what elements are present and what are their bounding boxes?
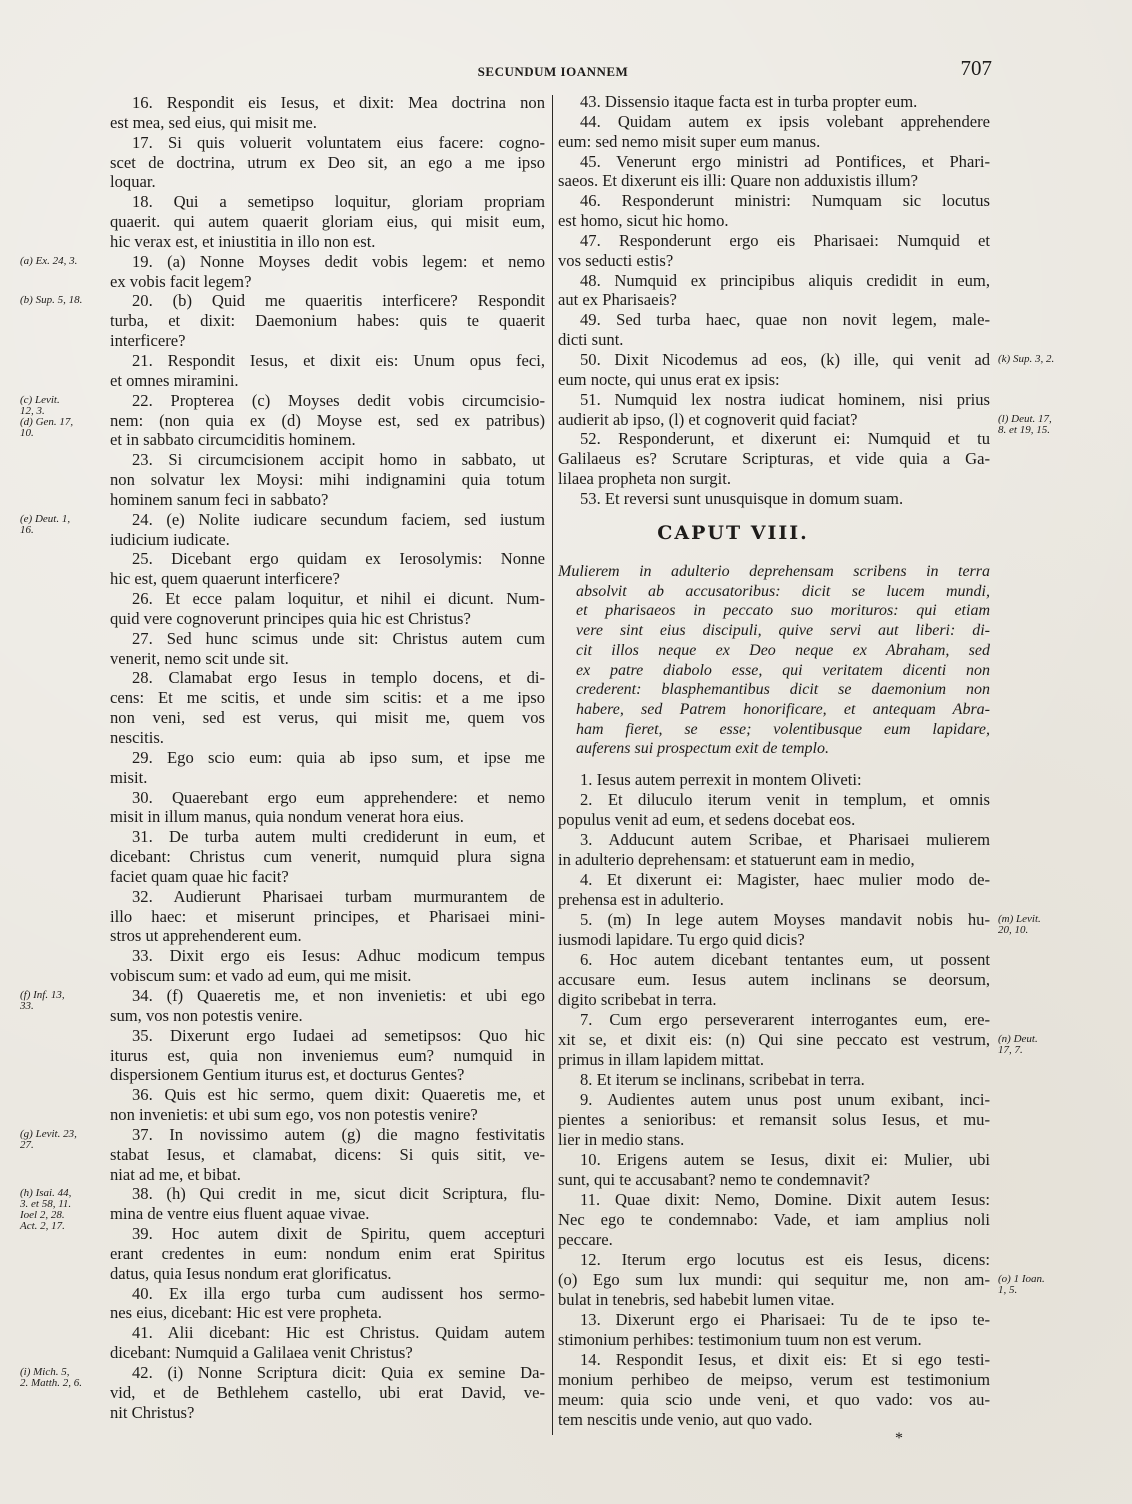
verse-line: Nec ego te condemnabo: Vade, et iam amplius noli xyxy=(558,1210,990,1229)
marginal-note xyxy=(998,354,1088,365)
verse-line: 9. Audientes autem unus post unum exibant, inci- xyxy=(580,1090,990,1109)
column-divider xyxy=(552,95,553,1435)
verse xyxy=(110,1323,545,1363)
verse-line: 23. Si circumcisionem accipit homo in sabbato, ut xyxy=(132,450,545,470)
right-column-chapter-8 xyxy=(558,770,1045,1430)
signature-mark: * xyxy=(895,1430,903,1447)
verse-line: 22. Propterea (c) Moyses dedit vobis circumcisio- xyxy=(132,390,545,410)
marginal-note-line: (f) Inf. 13, xyxy=(20,988,65,1001)
verse-line: in adulterio deprehensam: et statuerunt eam in medio, xyxy=(558,850,915,869)
verse-line: pientes a senioribus: et remansit solus Iesus, et mu- xyxy=(558,1110,990,1129)
verse-line: 49. Sed turba haec, quae non novit legem, male- xyxy=(580,310,990,330)
verse-line: populus venit ad eum, et sedens docebat eos. xyxy=(558,810,856,829)
marginal-note-line: (e) Deut. 1, xyxy=(20,512,71,525)
summary-line: habere, sed Patrem honorificare, et antequam Abra- xyxy=(576,700,990,718)
verse-line: Galilaeus es? Scrutare Scripturas, et vide quia a Ga- xyxy=(558,449,990,469)
verse-line: 7. Cum ergo perseverarent interrogantes eum, ere- xyxy=(580,1010,990,1029)
summary-line: vere sint eius discipuli, quive servi aut liberi: di- xyxy=(576,622,990,640)
verse-line: ex vobis facit legem? xyxy=(110,271,252,291)
verse-line: 41. Alii dicebant: Hic est Christus. Quidam autem xyxy=(132,1323,545,1343)
marginal-note xyxy=(998,1274,1088,1296)
verse-line: 17. Si quis voluerit voluntatem eius facere: cogno- xyxy=(132,132,545,152)
marginal-note xyxy=(20,395,102,439)
verse-line: vid, et de Bethlehem castello, ubi erat David, ve- xyxy=(110,1382,545,1402)
marginal-note-line: Act. 2, 17. xyxy=(20,1220,65,1233)
verse-line: 28. Clamabat ergo Iesus in templo docens, et di- xyxy=(132,668,545,688)
verse xyxy=(558,389,1052,436)
verse xyxy=(20,509,545,550)
verse-line: 13. Dixerunt ergo ei Pharisaei: Tu de te ipso te- xyxy=(580,1310,990,1329)
verse-line: venerit, nemo scit unde sit. xyxy=(110,648,289,668)
verse xyxy=(558,790,990,830)
verse-line: 14. Respondit Iesus, et dixit eis: Et si ego testi- xyxy=(580,1350,990,1369)
verse-line: 4. Et dixerunt ei: Magister, haec mulier modo de- xyxy=(580,870,990,889)
verse-line: quid vere cognoverunt principes quia hic est Christus? xyxy=(110,608,471,628)
verse-line: datus, quia Iesus nondum erat glorificatus. xyxy=(110,1263,392,1283)
verse xyxy=(558,1010,1038,1070)
verse-line: hic verax est, et iniustitia in illo non est. xyxy=(110,231,376,251)
verse-line: non veni, sed est verus, qui misit me, quem vos xyxy=(110,708,545,728)
chapter-heading: CAPUT VIII. xyxy=(657,522,809,544)
marginal-note-line: 27. xyxy=(20,1138,34,1151)
verse xyxy=(110,668,545,747)
marginal-note xyxy=(998,914,1088,936)
verse xyxy=(558,870,990,910)
verse xyxy=(110,93,545,133)
marginal-note-line: 2. Matth. 2, 6. xyxy=(20,1377,83,1389)
verse-line: digito scribebat in terra. xyxy=(558,990,717,1009)
verse xyxy=(20,291,545,351)
marginal-note-line: 17, 7. xyxy=(998,1043,1023,1056)
verse-line: monium perhibeo de meipso, verum est testimonium xyxy=(558,1370,990,1389)
verse-line: interficere? xyxy=(110,331,186,351)
verse-line: eum nocte, qui unus erat ex ipsis: xyxy=(558,369,780,389)
verse xyxy=(110,1284,545,1324)
verse-line: 51. Numquid lex nostra iudicat hominem, nisi prius xyxy=(580,389,990,409)
verse-line: 20. (b) Quid me quaeritis interficere? Respondit xyxy=(132,291,545,311)
verse xyxy=(558,770,990,790)
verse xyxy=(558,1070,990,1090)
verse-line: 34. (f) Quaeretis me, et non invenietis: et ubi ego xyxy=(132,985,545,1005)
verse-line: et in sabbato circumciditis hominem. xyxy=(110,430,356,450)
verse xyxy=(20,985,545,1026)
verse xyxy=(558,1090,990,1150)
verse-line: 46. Responderunt ministri: Numquam sic locutus xyxy=(580,191,990,211)
verse-line: niat ad me, et bibat. xyxy=(110,1164,241,1184)
verse-line: 40. Ex illa ergo turba cum audissent hos sermo- xyxy=(132,1283,545,1303)
verse-line: 27. Sed hunc scimus unde sit: Christus autem cum xyxy=(132,628,545,648)
verse xyxy=(110,549,545,589)
verse-line: non solvatur lex Moysi: mihi indignamini quia totum xyxy=(110,470,545,490)
running-head: SECUNDUM IOANNEM xyxy=(477,64,629,79)
marginal-note-line: 3. et 58, 11. xyxy=(20,1198,72,1211)
verse xyxy=(110,450,545,510)
verse-line: xit se, et dixit eis: (n) Qui sine peccato est vestrum, xyxy=(558,1030,990,1049)
verse-line: meum: quia scio unde veni, et quo vado: vos au- xyxy=(558,1390,990,1409)
verse-line: 39. Hoc autem dixit de Spiritu, quem accepturi xyxy=(132,1224,545,1244)
verse-line: 5. (m) In lege autem Moyses mandavit nobis hu- xyxy=(580,910,990,929)
verse xyxy=(558,950,990,1010)
marginal-note xyxy=(20,1367,102,1389)
verse-line: 21. Respondit Iesus, et dixit eis: Unum opus feci, xyxy=(132,350,545,370)
marginal-note-line: (b) Sup. 5, 18. xyxy=(20,294,83,307)
right-column-chapter-7 xyxy=(558,92,1055,509)
verse-line: 44. Quidam autem ex ipsis volebant apprehendere xyxy=(580,111,990,131)
verse-line: 42. (i) Nonne Scriptura dicit: Quia ex semine Da- xyxy=(132,1363,545,1382)
verse xyxy=(110,192,545,252)
verse-line: accusare eum. Iesus autem inclinans se deorsum, xyxy=(558,970,990,989)
verse-line: scet de doctrina, utrum ex Deo sit, an ego a me ipso xyxy=(110,152,545,172)
verse xyxy=(558,1150,990,1190)
verse xyxy=(110,133,545,193)
verse xyxy=(558,1350,990,1430)
verse xyxy=(558,830,990,870)
marginal-note-line: (m) Levit. xyxy=(998,913,1041,925)
left-column xyxy=(20,93,545,1423)
verse-line: 33. Dixit ergo eis Iesus: Adhuc modicum tempus xyxy=(132,946,545,966)
verse-line: est homo, sicut hic homo. xyxy=(558,211,729,231)
verse xyxy=(558,152,990,192)
verse-line: erant credentes in eum: nondum enim erat Spiritus xyxy=(110,1243,545,1263)
verse-line: hic est, quem quaerunt interficere? xyxy=(110,569,340,589)
verse-line: iturus est, quia non inveniemus eum? numquid in xyxy=(110,1045,545,1065)
verse-line: 52. Responderunt, et dixerunt ei: Numquid et tu xyxy=(580,429,990,449)
marginal-note-line: (a) Ex. 24, 3. xyxy=(20,254,78,267)
verse xyxy=(20,251,545,292)
verse-line: primus in illam lapidem mittat. xyxy=(558,1050,765,1069)
verse xyxy=(558,910,1041,950)
verse-line: nem: (non quia ex (d) Moyse est, sed ex patribus) xyxy=(110,410,545,430)
verse-line: dispersionem Gentium iturus est, et docturus Gentes? xyxy=(110,1065,465,1085)
verse xyxy=(558,271,990,311)
verse-line: tem nescitis unde venio, aut quo vado. xyxy=(558,1410,813,1429)
verse-line: nes eius, dicebant: Hic est vere propheta. xyxy=(110,1303,382,1323)
verse-line: dicebant: Numquid a Galilaea venit Christus? xyxy=(110,1343,413,1363)
verse-line: 6. Hoc autem dicebant tentantes eum, ut possent xyxy=(580,950,990,969)
marginal-note xyxy=(20,1188,102,1232)
verse-line: 36. Quis est hic sermo, quem dixit: Quaeretis me, et xyxy=(132,1085,545,1105)
verse-line: lilaea propheta non surgit. xyxy=(558,469,731,489)
verse xyxy=(558,489,990,509)
verse xyxy=(110,629,545,669)
verse-line: misit. xyxy=(110,767,148,787)
summary-line: absolvit ab accusatoribus: dicit se lucem mundi, xyxy=(576,582,990,600)
verse-line: 45. Venerunt ergo ministri ad Pontifices, et Phari- xyxy=(580,151,990,171)
verse-line: est mea, sed eius, qui misit me. xyxy=(110,112,317,132)
verse-line: stimonium perhibes: testimonium tuum non est verum. xyxy=(558,1330,922,1349)
verse-line: saeos. Et dixerunt eis illi: Quare non adduxistis illum? xyxy=(558,171,918,191)
verse-line: 11. Quae dixit: Nemo, Domine. Dixit autem Iesus: xyxy=(580,1190,990,1209)
verse-line: illo haec: et miserunt principes, et Pharisaei mini- xyxy=(110,906,545,926)
verse-line: iusmodi lapidare. Tu ergo quid dicis? xyxy=(558,930,805,949)
verse-line: 3. Adducunt autem Scribae, et Pharisaei mulierem xyxy=(580,830,990,849)
verse-line: 37. In novissimo autem (g) die magno festivitatis xyxy=(132,1124,545,1144)
marginal-note-line: (h) Isai. 44, xyxy=(20,1187,72,1200)
summary-line: ham fieret, se esse; volentibusque eum lapidare, xyxy=(576,720,990,738)
summary-line: ex patre diabolo esse, qui veritatem dicenti non xyxy=(576,661,990,679)
verse xyxy=(20,1184,545,1233)
verse-line: non invenietis: et ubi sum ego, vos non potestis venire? xyxy=(110,1105,478,1125)
verse-line: 50. Dixit Nicodemus ad eos, (k) ille, qui venit ad xyxy=(580,349,990,369)
marginal-note-line: (i) Mich. 5, xyxy=(20,1366,70,1378)
verse xyxy=(110,788,545,828)
verse-line: prehensa est in adulterio. xyxy=(558,890,724,909)
verse xyxy=(558,310,990,350)
verse xyxy=(558,1250,1045,1310)
marginal-note xyxy=(20,514,102,536)
verse-line: 24. (e) Nolite iudicare secundum faciem, sed iustum xyxy=(132,509,545,529)
verse xyxy=(110,351,545,391)
verse-line: et omnes miramini. xyxy=(110,370,239,390)
verse-line: 26. Et ecce palam loquitur, et nihil ei dicunt. Num- xyxy=(132,589,545,609)
marginal-note-line: 33. xyxy=(20,999,34,1012)
marginal-note xyxy=(20,990,102,1012)
verse-line: eum: sed nemo misit super eum manus. xyxy=(558,131,821,151)
verse-line: sum, vos non potestis venire. xyxy=(110,1005,303,1025)
verse-line: 2. Et diluculo iterum venit in templum, et omnis xyxy=(580,790,990,809)
verse-line: vobiscum sum: et vado ad eum, qui me misit. xyxy=(110,966,412,986)
marginal-note-line: 12, 3. xyxy=(20,404,45,417)
verse-line: nescitis. xyxy=(110,728,164,747)
verse-line: aut ex Pharisaeis? xyxy=(558,290,677,310)
verse xyxy=(558,429,990,489)
marginal-note-line: 1, 5. xyxy=(998,1283,1018,1296)
verse xyxy=(110,1026,545,1086)
verse-line: bulat in tenebris, sed habebit lumen vitae. xyxy=(558,1290,835,1309)
verse-line: loquar. xyxy=(110,172,156,192)
verse-line: misit in illum manus, quia nondum venerat hora eius. xyxy=(110,807,464,827)
marginal-note-line: (c) Levit. xyxy=(20,393,60,406)
verse xyxy=(20,1363,545,1423)
summary-line: auferens sui prospectum exit de templo. xyxy=(576,740,829,758)
verse-line: dicti sunt. xyxy=(558,330,624,350)
verse-line: 1. Iesus autem perrexit in montem Oliveti: xyxy=(580,770,862,789)
verse xyxy=(558,92,990,112)
verse-line: 53. Et reversi sunt unusquisque in domum suam. xyxy=(580,488,904,508)
verse-line: 48. Numquid ex principibus aliquis credidit in eum, xyxy=(580,270,990,290)
marginal-note-line: (d) Gen. 17, xyxy=(20,415,74,428)
verse-line: mina de ventre eius fluent aquae vivae. xyxy=(110,1204,370,1224)
marginal-note-line: (l) Deut. 17, xyxy=(998,412,1052,425)
summary-line: cit illos neque ex Deo neque ex Abraham, sed xyxy=(576,641,990,659)
verse-line: stros ut apprehenderent eum. xyxy=(110,926,302,946)
verse-line: audierit ab ipso, (l) et cognoverit quid faciat? xyxy=(558,409,858,429)
marginal-note xyxy=(998,414,1088,436)
verse xyxy=(558,191,990,231)
summary-line: Mulierem in adulterio deprehensam scribens in terra xyxy=(558,563,990,580)
verse-line: 30. Quaerebant ergo eum apprehendere: et nemo xyxy=(132,787,545,807)
marginal-note-line: (o) 1 Ioan. xyxy=(998,1272,1045,1285)
marginal-note-line: (g) Levit. 23, xyxy=(20,1127,77,1140)
verse-line: stabat Iesus, et clamabat, dicens: Si quis sitit, ve- xyxy=(110,1144,545,1164)
verse xyxy=(558,1310,990,1350)
verse xyxy=(558,112,990,152)
marginal-note-line: (k) Sup. 3, 2. xyxy=(998,352,1055,365)
verse-line: dicebant: Christus cum venerit, numquid plura signa xyxy=(110,847,545,867)
marginal-note-line: Ioel 2, 28. xyxy=(20,1209,65,1222)
verse xyxy=(558,1190,990,1250)
marginal-note xyxy=(998,1034,1088,1056)
verse xyxy=(110,1224,545,1284)
verse-line: 19. (a) Nonne Moyses dedit vobis legem: et nemo xyxy=(132,251,545,271)
verse xyxy=(110,887,545,947)
verse xyxy=(558,349,1055,390)
verse-line: 38. (h) Qui credit in me, sicut dicit Scriptura, flu- xyxy=(132,1184,545,1204)
chapter-summary xyxy=(558,562,990,759)
summary-line: et pharisaeos in peccato suo morituros: qui etiam xyxy=(576,602,990,620)
verse-line: 35. Dixerunt ergo Iudaei ad semetipsos: Quo hic xyxy=(132,1025,545,1045)
verse-line: 18. Qui a semetipso loquitur, gloriam propriam xyxy=(132,192,545,212)
verse xyxy=(110,589,545,629)
verse-line: peccare. xyxy=(558,1230,613,1249)
marginal-note-line: (n) Deut. xyxy=(998,1032,1038,1045)
verse-line: 10. Erigens autem se Iesus, dixit ei: Mulier, ubi xyxy=(580,1150,990,1169)
verse-line: 12. Iterum ergo locutus est eis Iesus, dicens: xyxy=(580,1250,990,1269)
verse-line: vos seducti estis? xyxy=(558,250,674,270)
verse-line: faciet quam quae hic facit? xyxy=(110,866,289,886)
verse-line: 29. Ego scio eum: quia ab ipso sum, et ipse me xyxy=(132,747,545,767)
marginal-note-line: 10. xyxy=(20,426,34,439)
page-number: 707 xyxy=(960,56,992,80)
verse xyxy=(110,827,545,887)
verse-line: nit Christus? xyxy=(110,1402,195,1422)
verse-line: lier in medio stans. xyxy=(558,1130,685,1149)
verse xyxy=(110,1085,545,1125)
verse-line: 32. Audierunt Pharisaei turbam murmurantem de xyxy=(132,886,545,906)
verse-line: turba, et dixit: Daemonium habes: quis te quaerit xyxy=(110,311,545,331)
verse-line: (o) Ego sum lux mundi: qui sequitur me, non am- xyxy=(558,1270,990,1289)
verse-line: 25. Dicebant ergo quidam ex Ierosolymis: Nonne xyxy=(132,549,545,569)
verse xyxy=(110,748,545,788)
marginal-note-line: 8. et 19, 15. xyxy=(998,423,1050,436)
verse-line: quaerit. qui autem quaerit gloriam eius, qui misit eum, xyxy=(110,212,545,232)
verse xyxy=(20,390,545,451)
verse xyxy=(558,231,990,271)
verse-line: 16. Respondit eis Iesus, et dixit: Mea doctrina non xyxy=(132,93,545,112)
verse-line: 8. Et iterum se inclinans, scribebat in terra. xyxy=(580,1070,865,1089)
verse xyxy=(20,1124,545,1185)
verse xyxy=(110,946,545,986)
marginal-note xyxy=(20,256,102,267)
verse-line: sunt, qui te accusabant? nemo te condemnavit? xyxy=(558,1170,870,1189)
verse-line: 43. Dissensio itaque facta est in turba propter eum. xyxy=(580,92,918,111)
marginal-note xyxy=(20,1129,102,1151)
marginal-note-line: 20, 10. xyxy=(998,924,1029,936)
marginal-note xyxy=(20,295,102,306)
marginal-note-line: 16. xyxy=(20,523,34,536)
verse-line: hominem sanum feci in sabbato? xyxy=(110,489,329,509)
verse-line: iudicium iudicate. xyxy=(110,529,230,549)
verse-line: 47. Responderunt ergo eis Pharisaei: Numquid et xyxy=(580,230,990,250)
verse-line: 31. De turba autem multi crediderunt in eum, et xyxy=(132,827,545,847)
summary-line: crederent: blasphemantibus dicit se daemonium non xyxy=(576,681,990,699)
verse-line: cens: Et me scitis, et unde sim scitis: et a me ipso xyxy=(110,688,545,708)
